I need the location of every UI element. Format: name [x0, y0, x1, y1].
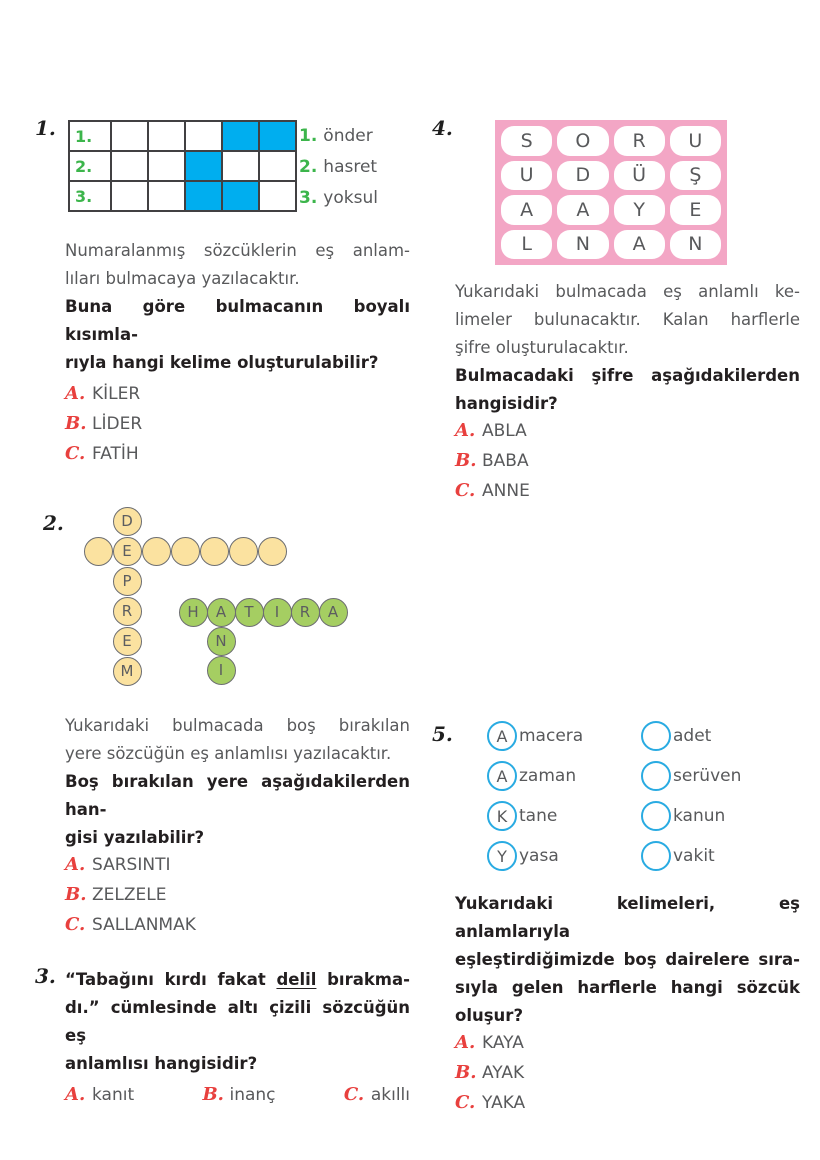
empty-cell — [148, 181, 185, 211]
q2-number: 2. — [43, 511, 64, 535]
option-letter: A. — [455, 1032, 476, 1053]
empty-cell — [111, 121, 148, 151]
match-item — [641, 721, 741, 751]
empty-cell — [111, 151, 148, 181]
q1-options — [65, 383, 410, 473]
empty-circle — [171, 537, 200, 566]
letter-circle: A — [207, 598, 236, 627]
text-line: Yukarıdaki bulmacada boş bırakılan — [65, 716, 410, 735]
option-text: inanç — [229, 1085, 276, 1105]
match-item — [487, 761, 583, 791]
clue-number: 1. — [299, 125, 318, 146]
clue-number: 3. — [299, 188, 318, 209]
q2-crossword — [35, 505, 410, 712]
option-letter: B. — [65, 884, 87, 905]
letter-circle: R — [291, 598, 320, 627]
text-line: sıyla gelen harflerle hangi sözcük — [455, 978, 800, 997]
option-text: KİLER — [92, 384, 141, 404]
letter-cell: A — [501, 195, 552, 225]
shaded-cell — [222, 181, 259, 211]
letter-circle: A — [319, 598, 348, 627]
match-item — [641, 801, 741, 831]
letter-cell: Ü — [614, 161, 665, 191]
question-4 — [425, 112, 810, 510]
q5-options — [455, 1032, 810, 1122]
question-3 — [35, 962, 410, 1110]
q2-question-text — [65, 768, 410, 852]
text-line: Yukarıdaki kelimeleri, eş anlamlarıyla — [455, 894, 800, 941]
empty-cell — [148, 151, 185, 181]
grid-row-label: 1. — [69, 121, 111, 151]
text-line: Boş bırakılan yere aşağıdakilerden han- — [65, 772, 410, 819]
answer-option — [455, 1062, 810, 1092]
shaded-cell — [185, 151, 222, 181]
option-text: BABA — [482, 451, 529, 471]
answer-option — [65, 383, 410, 413]
match-word: adet — [673, 726, 712, 746]
answer-option — [65, 884, 410, 914]
text-segment: dı.” cümlesinde altı çizili sözcüğün eş — [65, 998, 410, 1045]
match-word: yasa — [519, 846, 559, 866]
clue-item — [299, 183, 378, 214]
option-text: kanıt — [92, 1085, 135, 1105]
letter-cell: S — [501, 126, 552, 156]
answer-option — [455, 420, 810, 450]
answer-option — [455, 1092, 810, 1122]
empty-cell — [222, 151, 259, 181]
q3-number: 3. — [35, 964, 56, 988]
empty-cell — [259, 181, 296, 211]
empty-cell — [111, 181, 148, 211]
letter-cell: U — [501, 161, 552, 191]
letter-circle: D — [113, 507, 142, 536]
empty-cell — [148, 121, 185, 151]
clue-word: yoksul — [323, 188, 378, 209]
grid-row-label: 3. — [69, 181, 111, 211]
q1-crossword-grid — [68, 120, 297, 212]
option-letter: C. — [65, 443, 86, 464]
match-word: tane — [519, 806, 558, 826]
q5-right-column — [641, 721, 741, 871]
empty-circle — [229, 537, 258, 566]
letter-circle: I — [207, 656, 236, 685]
text-segment: bırakma- — [316, 970, 410, 989]
match-word: macera — [519, 726, 584, 746]
empty-circle — [200, 537, 229, 566]
letter-cell: U — [670, 126, 721, 156]
match-word: serüven — [673, 766, 742, 786]
q1-clue-list — [299, 120, 378, 214]
question-5 — [425, 718, 810, 1122]
text-segment: anlamlısı hangisidir? — [65, 1054, 258, 1073]
option-text: SARSINTI — [92, 855, 171, 875]
question-1 — [35, 112, 410, 473]
grid-row — [69, 151, 296, 181]
letter-cell: N — [557, 230, 608, 260]
letter-cell: N — [670, 230, 721, 260]
option-letter: B. — [202, 1084, 224, 1105]
option-text: ABLA — [482, 421, 527, 441]
letter-cell: O — [557, 126, 608, 156]
shaded-cell — [259, 121, 296, 151]
letter-cell: A — [557, 195, 608, 225]
match-item — [487, 801, 583, 831]
q5-left-column — [487, 721, 583, 871]
clue-word: önder — [323, 125, 373, 146]
empty-circle — [641, 801, 671, 831]
answer-option — [202, 1084, 275, 1110]
option-letter: B. — [65, 413, 87, 434]
q2-options — [65, 854, 410, 944]
option-letter: B. — [455, 1062, 477, 1083]
letter-cell: R — [614, 126, 665, 156]
option-letter: A. — [65, 1084, 86, 1105]
text-line: hangisidir? — [455, 394, 558, 413]
text-line: yere sözcüğün eş anlamlısı yazılacaktır. — [65, 744, 392, 763]
answer-option — [65, 1084, 134, 1110]
text-line: gisi yazılabilir? — [65, 828, 205, 847]
empty-circle — [641, 721, 671, 751]
answer-option — [65, 854, 410, 884]
match-item — [487, 841, 583, 871]
option-letter: A. — [65, 383, 86, 404]
match-item — [641, 841, 741, 871]
answer-option — [455, 450, 810, 480]
text-line — [65, 966, 410, 994]
letter-cell: Ş — [670, 161, 721, 191]
empty-circle — [142, 537, 171, 566]
match-item — [641, 761, 741, 791]
option-letter: C. — [455, 480, 476, 501]
text-line: eşleştirdiğimizde boş dairelere sıra- — [455, 950, 800, 969]
letter-circle: E — [113, 537, 142, 566]
answer-option — [65, 413, 410, 443]
letter-circle: R — [113, 597, 142, 626]
text-line: rıyla hangi kelime oluşturulabilir? — [65, 353, 379, 372]
empty-circle — [641, 841, 671, 871]
q3-question-text — [65, 966, 410, 1078]
option-letter: A. — [65, 854, 86, 875]
letter-circle: N — [207, 627, 236, 656]
letter-circle: Y — [487, 841, 517, 871]
clue-number: 2. — [299, 156, 318, 177]
answer-option — [455, 1032, 810, 1062]
match-word: kanun — [673, 806, 726, 826]
q4-number: 4. — [432, 116, 453, 140]
text-segment: “Tabağını kırdı fakat — [65, 970, 277, 989]
match-word: zaman — [519, 766, 577, 786]
q4-intro-text — [455, 278, 800, 362]
text-line: Yukarıdaki bulmacada eş anlamlı ke- — [455, 282, 800, 301]
letter-circle: P — [113, 567, 142, 596]
option-text: AYAK — [482, 1063, 525, 1083]
empty-circle — [641, 761, 671, 791]
q5-question-text — [455, 890, 800, 1030]
q4-letter-grid — [495, 120, 727, 265]
q1-number: 1. — [35, 116, 56, 140]
clue-item — [299, 151, 378, 182]
q5-matching-area — [425, 718, 810, 890]
option-letter: C. — [455, 1092, 476, 1113]
q4-options — [455, 420, 810, 510]
option-letter: B. — [455, 450, 477, 471]
option-text: ANNE — [482, 481, 530, 501]
letter-circle: A — [487, 721, 517, 751]
letter-cell: D — [557, 161, 608, 191]
letter-circle: I — [263, 598, 292, 627]
letter-circle: K — [487, 801, 517, 831]
empty-circle — [258, 537, 287, 566]
q1-figure-area — [35, 112, 410, 237]
letter-circle: M — [113, 657, 142, 686]
q2-intro-text — [65, 712, 410, 768]
q1-intro-text — [65, 237, 410, 293]
option-text: KAYA — [482, 1033, 524, 1053]
option-letter: A. — [455, 420, 476, 441]
text-line — [65, 1050, 410, 1078]
option-letter: C. — [343, 1084, 365, 1105]
option-text: akıllı — [370, 1085, 410, 1105]
option-text: ZELZELE — [92, 885, 167, 905]
answer-option — [455, 480, 810, 510]
text-line: Buna göre bulmacanın boyalı kısımla- — [65, 297, 410, 344]
answer-option — [65, 914, 410, 944]
letter-circle: T — [235, 598, 264, 627]
text-line: Bulmacadaki şifre aşağıdakilerden — [455, 366, 800, 385]
empty-cell — [259, 151, 296, 181]
text-line — [65, 994, 410, 1050]
clue-word: hasret — [323, 156, 378, 177]
match-item — [487, 721, 583, 751]
answer-option — [344, 1084, 410, 1110]
letter-cell: Y — [614, 195, 665, 225]
letter-circle: E — [113, 627, 142, 656]
match-word: vakit — [673, 846, 715, 866]
clue-item — [299, 120, 378, 151]
text-line: lıları bulmacaya yazılacaktır. — [65, 269, 300, 288]
empty-cell — [185, 121, 222, 151]
text-line: şifre oluşturulacaktır. — [455, 338, 629, 357]
letter-cell: E — [670, 195, 721, 225]
q4-figure-area — [425, 112, 810, 278]
shaded-cell — [222, 121, 259, 151]
text-line: oluşur? — [455, 1006, 524, 1025]
letter-cell: L — [501, 230, 552, 260]
grid-row-label: 2. — [69, 151, 111, 181]
letter-cell: A — [614, 230, 665, 260]
grid-row — [69, 181, 296, 211]
option-text: LİDER — [92, 414, 143, 434]
grid-row — [69, 121, 296, 151]
text-line: Numaralanmış sözcüklerin eş anlam- — [65, 241, 410, 260]
letter-circle: H — [179, 598, 208, 627]
option-text: FATİH — [92, 444, 139, 464]
question-2 — [35, 505, 410, 944]
option-text: SALLANMAK — [92, 915, 196, 935]
underlined-word: delil — [276, 970, 317, 989]
option-text: YAKA — [482, 1093, 526, 1113]
option-letter: C. — [65, 914, 86, 935]
empty-circle — [84, 537, 113, 566]
answer-option — [65, 443, 410, 473]
shaded-cell — [185, 181, 222, 211]
letter-circle: A — [487, 761, 517, 791]
text-line: limeler bulunacaktır. Kalan harflerle — [455, 310, 800, 329]
q1-question-text — [65, 293, 410, 377]
q5-number: 5. — [432, 722, 453, 746]
q3-options — [65, 1084, 410, 1110]
q4-question-text — [455, 362, 800, 418]
